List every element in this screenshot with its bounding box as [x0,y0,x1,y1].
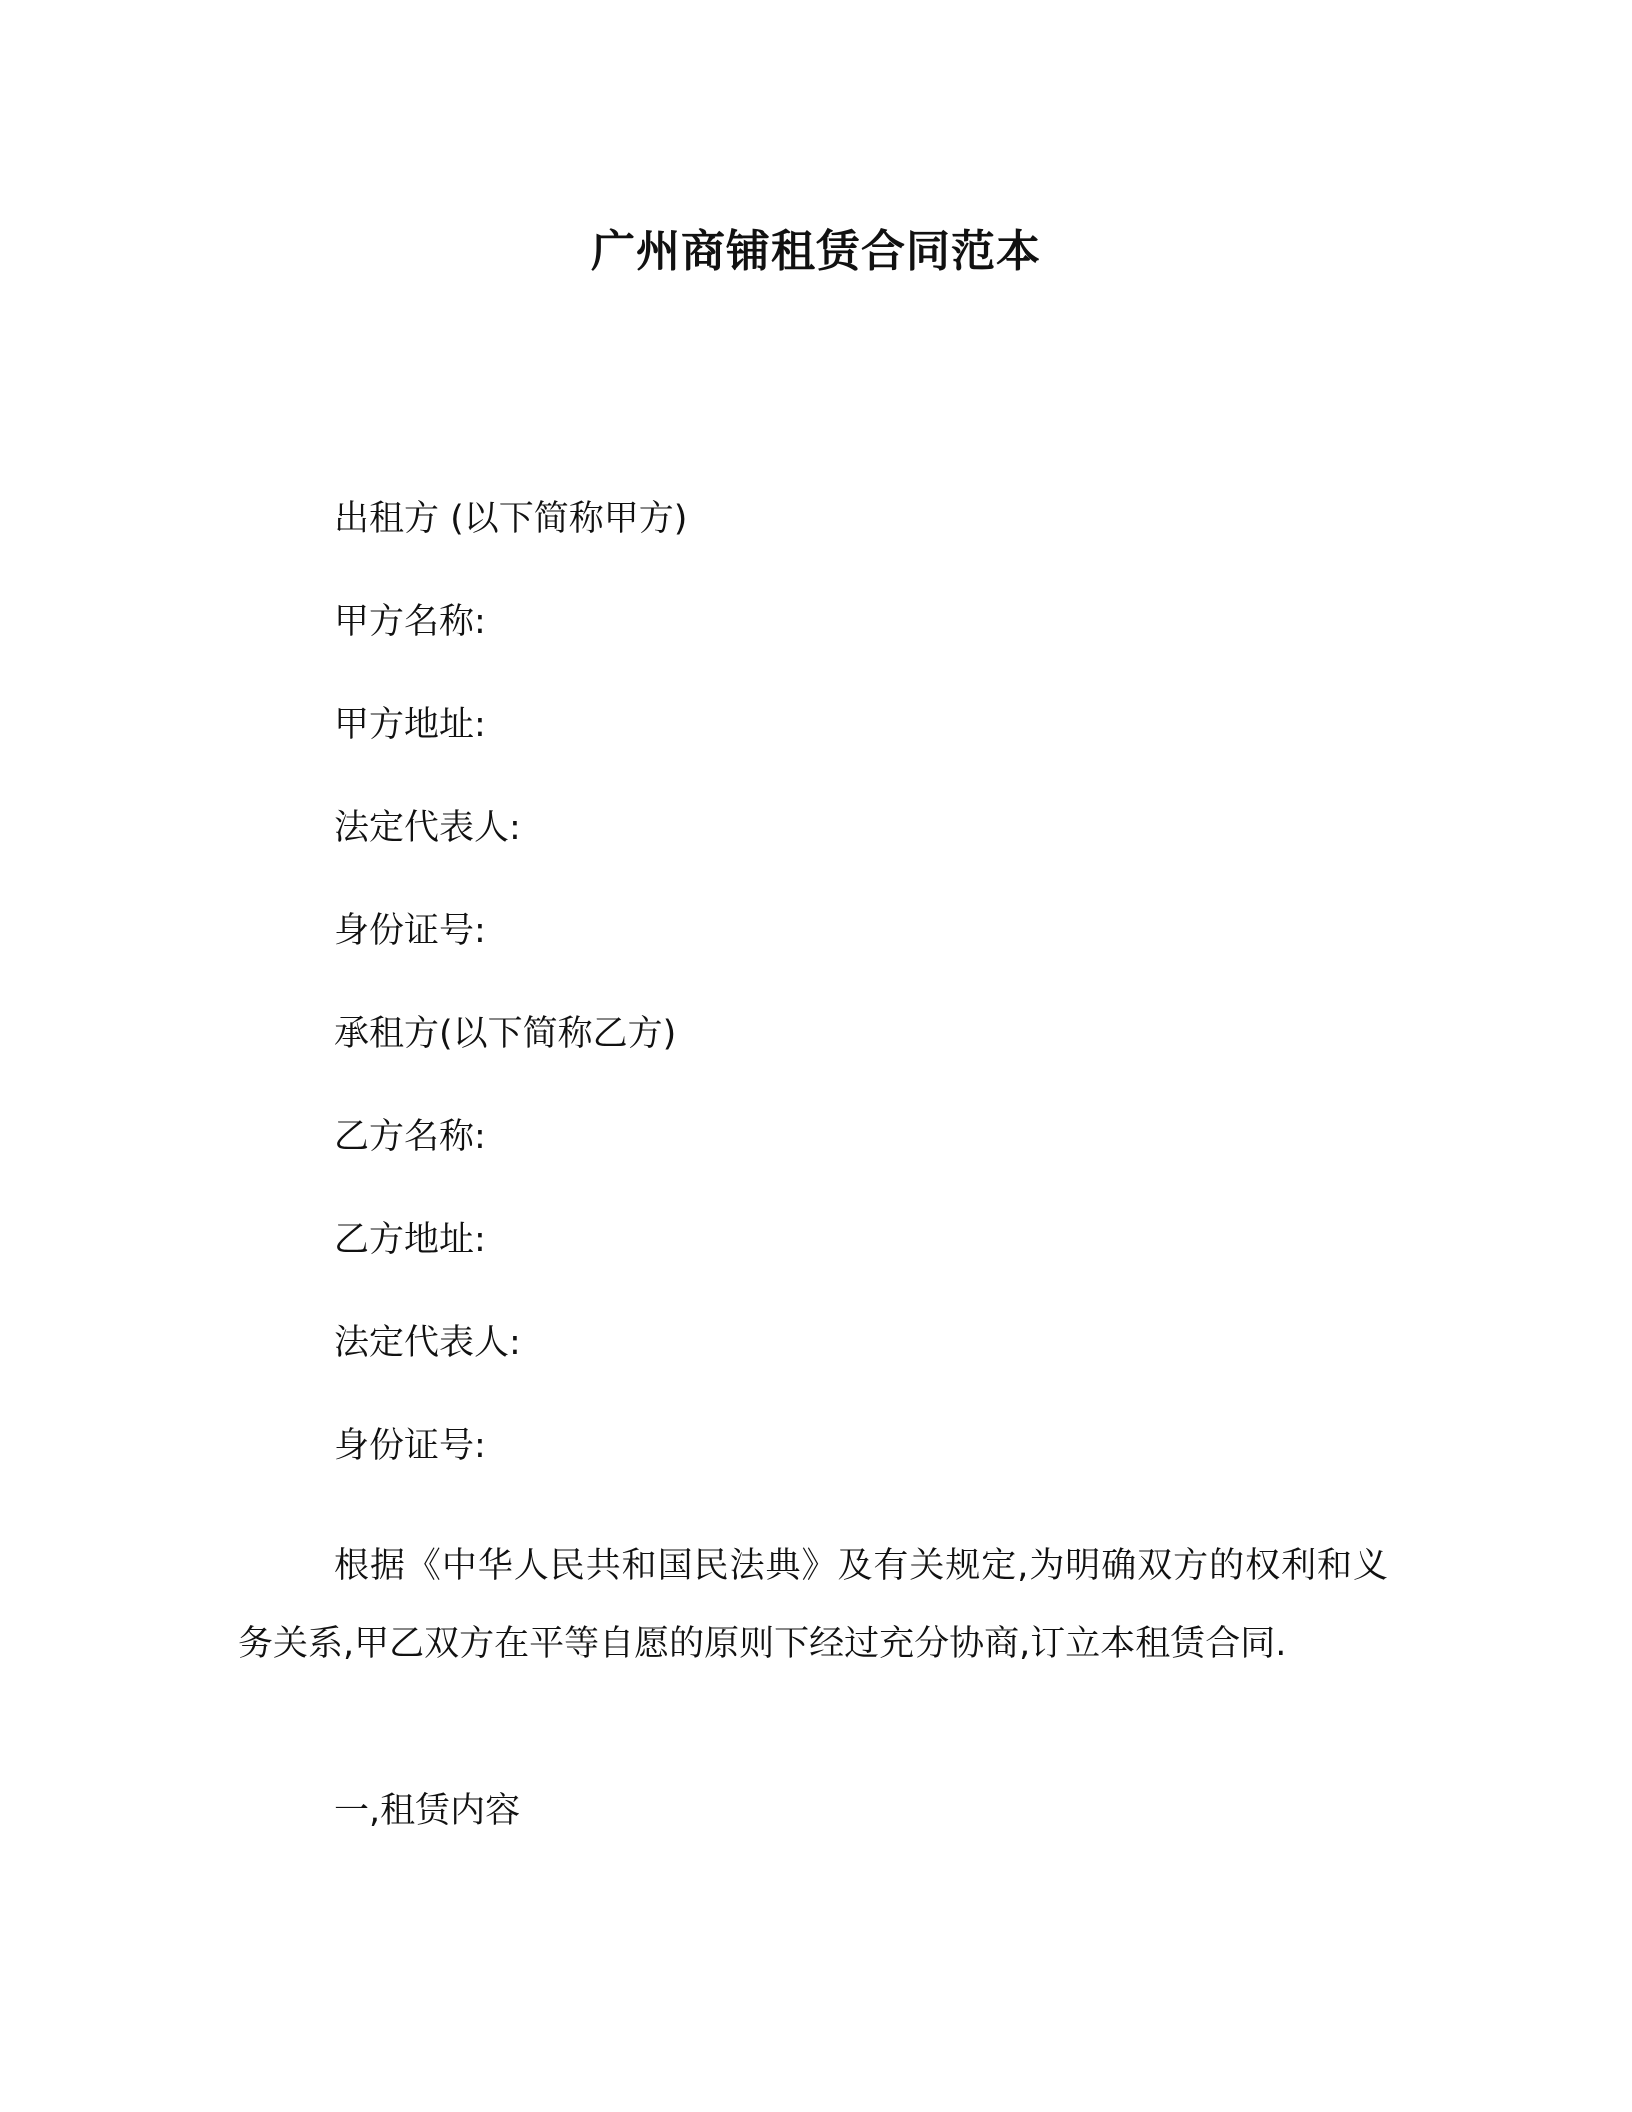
intro-paragraph: 根据《中华人民共和国民法典》及有关规定,为明确双方的权利和义务关系,甲乙双方在平等自愿的原则下经过充分协商,订立本租赁合同. [238,1546,1388,1664]
lessee-address-label: 乙方地址: [334,1220,486,1260]
lessee-name-label: 乙方名称: [334,1117,486,1157]
document-title: 广州商铺租赁合同范本 [591,226,1041,277]
lessee-id-label: 身份证号: [334,1426,486,1466]
lessor-representative-label: 法定代表人: [334,808,521,848]
lessee-representative-label: 法定代表人: [334,1323,521,1363]
lessor-heading: 出租方 (以下简称甲方) [334,499,688,539]
section-heading-lease-content: 一,租赁内容 [334,1791,521,1831]
lessor-id-label: 身份证号: [334,911,486,951]
lessee-heading: 承租方(以下简称乙方) [334,1014,677,1054]
lessor-address-label: 甲方地址: [334,705,486,745]
lessor-name-label: 甲方名称: [334,602,486,642]
